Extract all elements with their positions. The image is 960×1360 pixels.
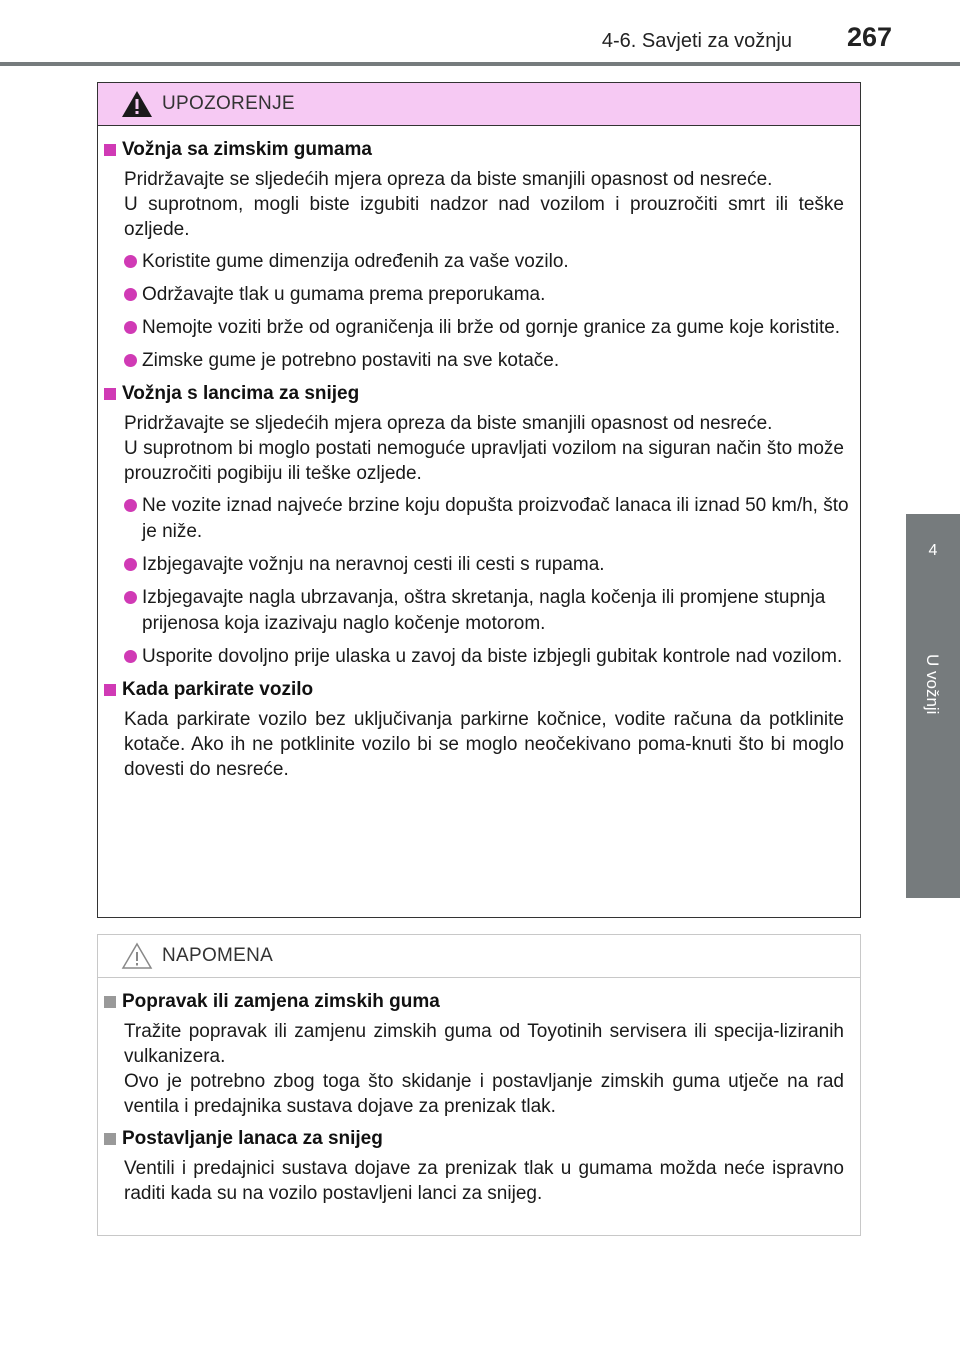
header-rule: [0, 62, 960, 66]
list-item-text: Usporite dovoljno prije ulaska u zavoj da biste izbjegli gubitak kontrole nad vozilom.: [142, 646, 843, 667]
paragraph: [124, 1019, 852, 1119]
paragraph-line: Pridržavajte se sljedećih mjera opreza da biste smanjili opasnost od nesreće.: [124, 169, 773, 190]
list-item: [124, 315, 852, 341]
list-item: [124, 644, 852, 670]
square-bullet-icon: [104, 144, 116, 156]
square-bullet-icon: [104, 1133, 116, 1145]
list-item-text: Zimske gume je potrebno postaviti na sve kotače.: [142, 350, 560, 371]
list-item: [124, 585, 852, 637]
warning-box: [97, 82, 861, 918]
warning-title: UPOZORENJE: [162, 93, 295, 114]
section-heading: [104, 1127, 852, 1151]
paragraph-line: Pridržavajte se sljedećih mjera opreza da biste smanjili opasnost od nesreće.: [124, 413, 773, 434]
paragraph: [124, 707, 852, 782]
note-header: [98, 935, 860, 978]
paragraph-line: Tražite popravak ili zamjenu zimskih guma od Toyotinih servisera ili specija-liziranih vulkanizera.: [124, 1021, 844, 1067]
list-item-text: Izbjegavajte nagla ubrzavanja, oštra skretanja, nagla kočenja ili promjene stupnja prijenosa koja izazivaju naglo kočenje motorom.: [142, 587, 826, 634]
paragraph: [124, 411, 852, 486]
list-item-text: Nemojte voziti brže od ograničenja ili brže od gornje granice za gume koje koristite.: [142, 317, 841, 338]
bullet-dot-icon: [124, 288, 137, 301]
bullet-dot-icon: [124, 255, 137, 268]
heading-text: Vožnja sa zimskim gumama: [122, 139, 372, 160]
list-item-text: Ne vozite iznad najveće brzine koju dopušta proizvođač lanaca ili iznad 50 km/h, što je niže.: [142, 495, 849, 542]
paragraph: [124, 1156, 852, 1206]
bullet-dot-icon: [124, 354, 137, 367]
heading-text: Kada parkirate vozilo: [122, 679, 314, 700]
note-body: [98, 978, 860, 1206]
bullet-dot-icon: [124, 650, 137, 663]
list-item-text: Održavajte tlak u gumama prema preporukama.: [142, 284, 546, 305]
section-title: 4-6. Savjeti za vožnju: [601, 30, 792, 52]
section-heading: [104, 138, 852, 162]
heading-text: Postavljanje lanaca za snijeg: [122, 1128, 383, 1149]
paragraph-line: U suprotnom bi moglo postati nemoguće upravljati vozilom na siguran način što može prouzročiti pogibiju ili teške ozljede.: [124, 438, 844, 484]
bullet-list: [124, 493, 852, 670]
caution-outline-icon: [120, 941, 154, 971]
chapter-tab: [906, 514, 960, 898]
section-heading: [104, 990, 852, 1014]
warning-triangle-icon: [120, 89, 154, 119]
section-heading: [104, 382, 852, 406]
heading-text: Vožnja s lancima za snijeg: [122, 383, 360, 404]
section-heading: [104, 678, 852, 702]
list-item: [124, 552, 852, 578]
bullet-dot-icon: [124, 558, 137, 571]
note-box: [97, 934, 861, 1236]
list-item: [124, 348, 852, 374]
list-item: [124, 249, 852, 275]
square-bullet-icon: [104, 388, 116, 400]
list-item-text: Koristite gume dimenzija određenih za vaše vozilo.: [142, 251, 569, 272]
bullet-dot-icon: [124, 591, 137, 604]
bullet-dot-icon: [124, 321, 137, 334]
paragraph-line: U suprotnom, mogli biste izgubiti nadzor nad vozilom i prouzročiti smrt ili teške ozljede.: [124, 194, 844, 240]
list-item: [124, 493, 852, 545]
bullet-dot-icon: [124, 499, 137, 512]
paragraph-line: Ventili i predajnici sustava dojave za prenizak tlak u gumama možda neće ispravno raditi kada su na vozilo postavljeni lanci za snijeg.: [124, 1158, 844, 1204]
chapter-number: 4: [928, 542, 938, 559]
heading-text: Popravak ili zamjena zimskih guma: [122, 991, 440, 1012]
paragraph-line: Ovo je potrebno zbog toga što skidanje i postavljanje zimskih guma utječe na rad ventila i predajnika sustava dojave za prenizak tlak.: [124, 1071, 844, 1117]
list-item: [124, 282, 852, 308]
square-bullet-icon: [104, 996, 116, 1008]
warning-header: [98, 83, 860, 126]
list-item-text: Izbjegavajte vožnju na neravnoj cesti ili cesti s rupama.: [142, 554, 605, 575]
note-title: NAPOMENA: [162, 945, 274, 966]
bullet-list: [124, 249, 852, 374]
paragraph-line: Kada parkirate vozilo bez uključivanja parkirne kočnice, vodite računa da potklinite kotače. Ako ih ne potklinite vozilo bi se moglo neočekivano poma-knuti što bi moglo dovesti do nesreće.: [124, 709, 844, 780]
paragraph: [124, 167, 852, 242]
chapter-label: U vožnji: [923, 654, 942, 715]
warning-body: [98, 126, 860, 782]
square-bullet-icon: [104, 684, 116, 696]
page-number: 267: [846, 22, 892, 52]
